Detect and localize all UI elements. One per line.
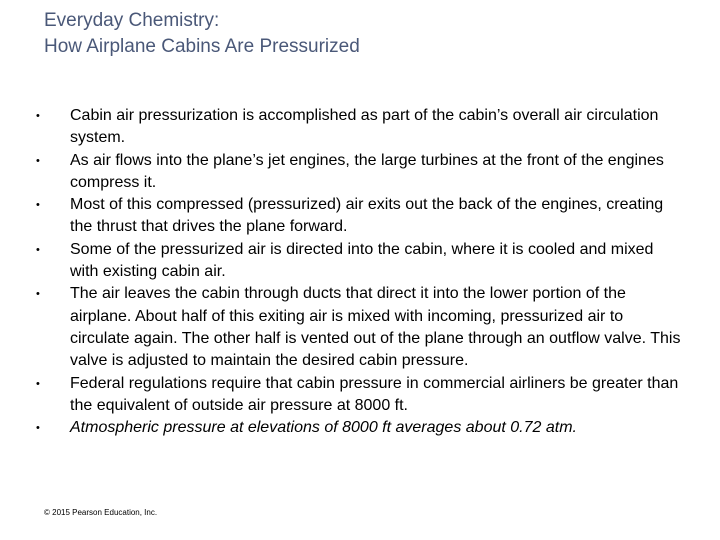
slide-title-line-1: Everyday Chemistry: — [44, 10, 220, 31]
bullet-text: As air flows into the plane’s jet engines, the large turbines at the front of the engines compress it. — [70, 151, 664, 191]
bullet-marker: • — [36, 243, 40, 256]
bullet-text: The air leaves the cabin through ducts that direct it into the lower portion of the airplane. About half of this exiting air is mixed with incoming, pressurized air to circulate again. The other half is vented out of the plane through an outflow valve. This valve is adjusted to maintain the desired cabin pressure. — [70, 285, 681, 370]
bullet-marker: • — [36, 154, 40, 167]
bullet-item-6 — [36, 373, 686, 418]
bullet-marker: • — [36, 377, 40, 390]
bullet-marker: • — [36, 422, 40, 435]
copyright-footer: © 2015 Pearson Education, Inc. — [44, 508, 158, 517]
bullet-text: Most of this compressed (pressurized) air exits out the back of the engines, creating the thrust that drives the plane forward. — [70, 196, 664, 236]
bullet-text: Some of the pressurized air is directed into the cabin, where it is cooled and mixed with existing cabin air. — [70, 240, 654, 281]
bullet-text: Federal regulations require that cabin pressure in commercial airliners be greater than the equivalent of outside air pressure at 8000 ft. — [70, 374, 679, 414]
bullet-marker: • — [36, 110, 40, 122]
bullet-marker: • — [36, 199, 40, 212]
bullet-item-4 — [36, 239, 686, 284]
bullet-item-1 — [36, 105, 686, 150]
slide-title — [44, 8, 684, 60]
bullet-item-7 — [36, 417, 686, 439]
slide-title-line-2: How Airplane Cabins Are Pressurized — [44, 36, 360, 57]
bullet-text: Atmospheric pressure at elevations of 8000 ft averages about 0.72 atm. — [70, 419, 577, 437]
bullet-item-3 — [36, 194, 686, 239]
bullet-item-2 — [36, 150, 686, 195]
bullet-list — [36, 105, 686, 439]
bullet-text: Cabin air pressurization is accomplished as part of the cabin’s overall air circulation system. — [70, 107, 659, 147]
bullet-marker: • — [36, 288, 40, 301]
bullet-item-5 — [36, 283, 686, 372]
